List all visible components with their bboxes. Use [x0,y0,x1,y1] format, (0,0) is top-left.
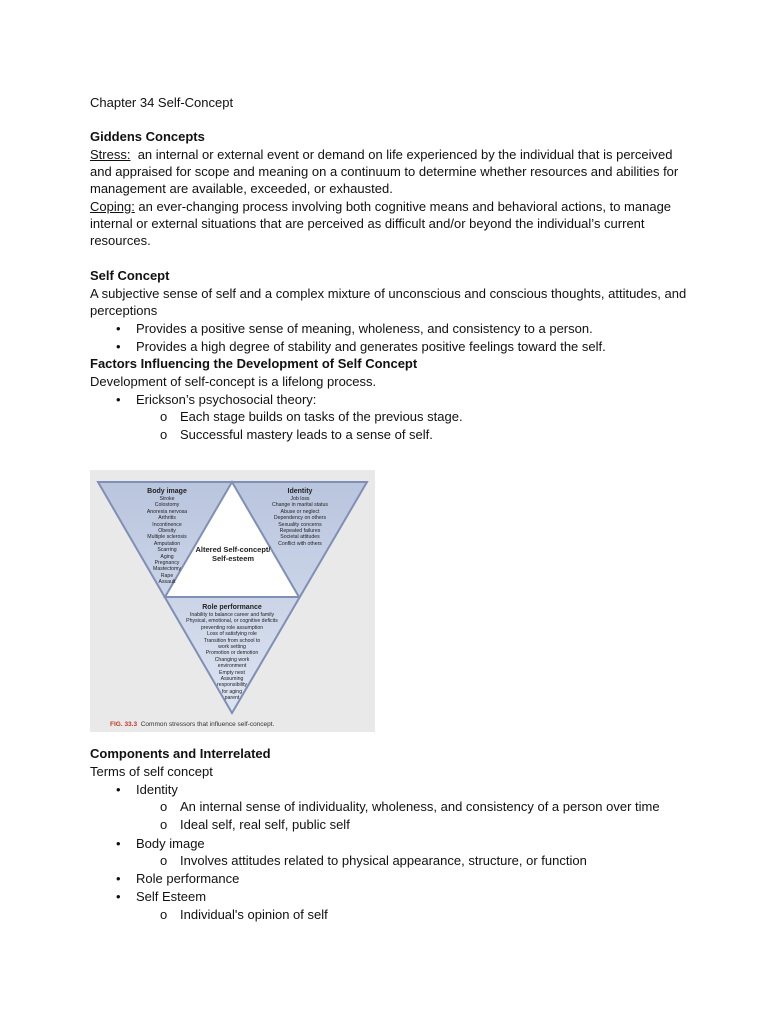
center-label-line-3: Self-esteem [211,554,255,563]
identity-item: Dependency on others [273,515,327,522]
role-performance-item: responsibility [217,682,247,689]
bullet-symbol: • [116,321,121,336]
role-performance-item: Inability to balance career and family [189,612,275,618]
coping-term: Coping: [90,199,135,214]
stressors-figure [90,470,375,732]
identity-sub-bullet-1: An internal sense of individuality, wholeness, and consistency of a person over time [180,799,660,814]
role-performance-item: for aging [221,688,243,695]
bullet-symbol: • [116,871,121,886]
stress-definition-line-3: management are available, exceeded, or exhausted. [90,181,393,196]
bullet-symbol: • [116,836,121,851]
role-performance-item: work setting [218,644,246,651]
components-heading: Components and Interrelated [90,746,271,761]
identity-section [260,487,340,547]
coping-definition-line-2: internal or external situations that are perceived as difficult and/or beyond the individual’s current [90,216,645,231]
role-performance-item: Transition from school to [203,637,261,644]
role-performance-item: Promotion or demotion [205,650,259,657]
identity-item: Job loss [290,496,310,502]
body-image-title: Body image [147,488,187,495]
bullet-symbol: • [116,339,121,354]
coping-definition-line-1 [90,198,671,215]
role-performance-bullet: Role performance [136,871,240,886]
body-image-item: Colostomy [154,502,180,509]
bullet-symbol: • [116,392,121,407]
factors-intro: Development of self-concept is a lifelong process. [90,374,377,389]
sub-bullet-symbol: o [160,817,168,832]
sub-bullet-symbol: o [160,853,168,868]
self-concept-heading: Self Concept [90,268,170,283]
body-image-item: Stroke [159,496,175,502]
figure-caption-label: FIG. 33.3 [110,721,138,728]
self-concept-bullet-2: Provides a high degree of stability and generates positive feelings toward the self. [136,339,606,354]
bullet-symbol: • [116,782,121,797]
role-performance-item: parent [224,695,240,702]
factors-heading: Factors Influencing the Development of Self Concept [90,356,418,371]
identity-item: Repeated failures [279,528,321,535]
role-performance-section [182,603,282,702]
erickson-sub-bullet-1: Each stage builds on tasks of the previous stage. [180,409,463,424]
body-image-item: Aging [160,553,174,560]
role-performance-item: environment [217,663,247,670]
body-image-item: Pregnancy [154,560,180,567]
bullet-symbol: • [116,889,121,904]
sub-bullet-symbol: o [160,427,168,442]
coping-text-1: an ever-changing process involving both cognitive means and behavioral actions, to manage [134,199,672,214]
identity-item: Abuse or neglect [280,508,320,515]
components-subheading: Terms of self concept [90,764,213,779]
body-image-item: Mastectomy [153,566,181,573]
role-performance-item: Empty nest [219,669,245,676]
identity-item: Societal attitudes [280,534,320,541]
stress-term: Stress: [90,147,131,162]
self-esteem-sub-bullet: Individual's opinion of self [180,907,328,922]
role-performance-item: preventing role assumption [200,624,264,631]
stress-definition-line-2: and appraised for scope and meaning on a continuum to determine whether resources and abilities for [90,164,679,179]
erickson-sub-bullet-2: Successful mastery leads to a sense of self. [180,427,433,442]
body-image-item: Incontinence [152,521,182,528]
self-concept-definition-1: A subjective sense of self and a complex mixture of unconscious and conscious thoughts, attitudes, and [90,286,687,301]
role-performance-item: Physical, emotional, or cognitive deficits [186,618,278,625]
identity-item: Change in marital status [272,502,328,509]
identity-title: Identity [287,488,313,495]
body-image-item: Arthritis [158,515,176,522]
body-image-section [132,487,202,586]
self-esteem-bullet: Self Esteem [136,889,207,904]
erickson-bullet: Erickson’s psychosocial theory: [136,392,317,407]
self-concept-bullet-1: Provides a positive sense of meaning, wholeness, and consistency to a person. [136,321,593,336]
role-performance-title: Role performance [202,604,262,611]
center-label-line-1: Altered [195,545,222,554]
body-image-item: Assault [158,579,176,586]
body-image-sub-bullet: Involves attitudes related to physical appearance, structure, or function [180,853,587,868]
identity-item: Sexuality concerns [278,521,322,528]
role-performance-item: Changing work [214,656,250,663]
identity-item: Conflict with others [278,540,322,547]
body-image-item: Amputation [153,540,181,547]
stress-definition-line-1 [90,146,672,163]
body-image-item: Multiple sclerosis [147,534,187,541]
body-image-item: Obesity [158,528,176,535]
body-image-item: Rape [160,572,174,579]
identity-sub-bullet-2: Ideal self, real self, public self [180,817,350,832]
body-image-item: Scarring [157,547,177,554]
body-image-item: Anorexia nervosa [146,508,188,515]
giddens-heading: Giddens Concepts [90,129,205,144]
sub-bullet-symbol: o [160,907,168,922]
role-performance-item: Loss of satisfying role [207,631,257,638]
body-image-bullet: Body image [136,836,205,851]
coping-definition-line-3: resources. [90,233,151,248]
chapter-title: Chapter 34 Self-Concept [90,95,234,110]
figure-caption-text: Common stressors that influence self-concept. [137,721,275,728]
identity-bullet: Identity [136,782,178,797]
stress-text-1: an internal or external event or demand on life experienced by the individual that is perceived [130,147,673,162]
center-label [194,545,272,563]
sub-bullet-symbol: o [160,799,168,814]
center-label-line-2: Self-concept/ [223,545,271,554]
sub-bullet-symbol: o [160,409,168,424]
self-concept-definition-2: perceptions [90,303,158,318]
role-performance-item: Assuming [220,676,244,683]
figure-caption [110,721,274,728]
